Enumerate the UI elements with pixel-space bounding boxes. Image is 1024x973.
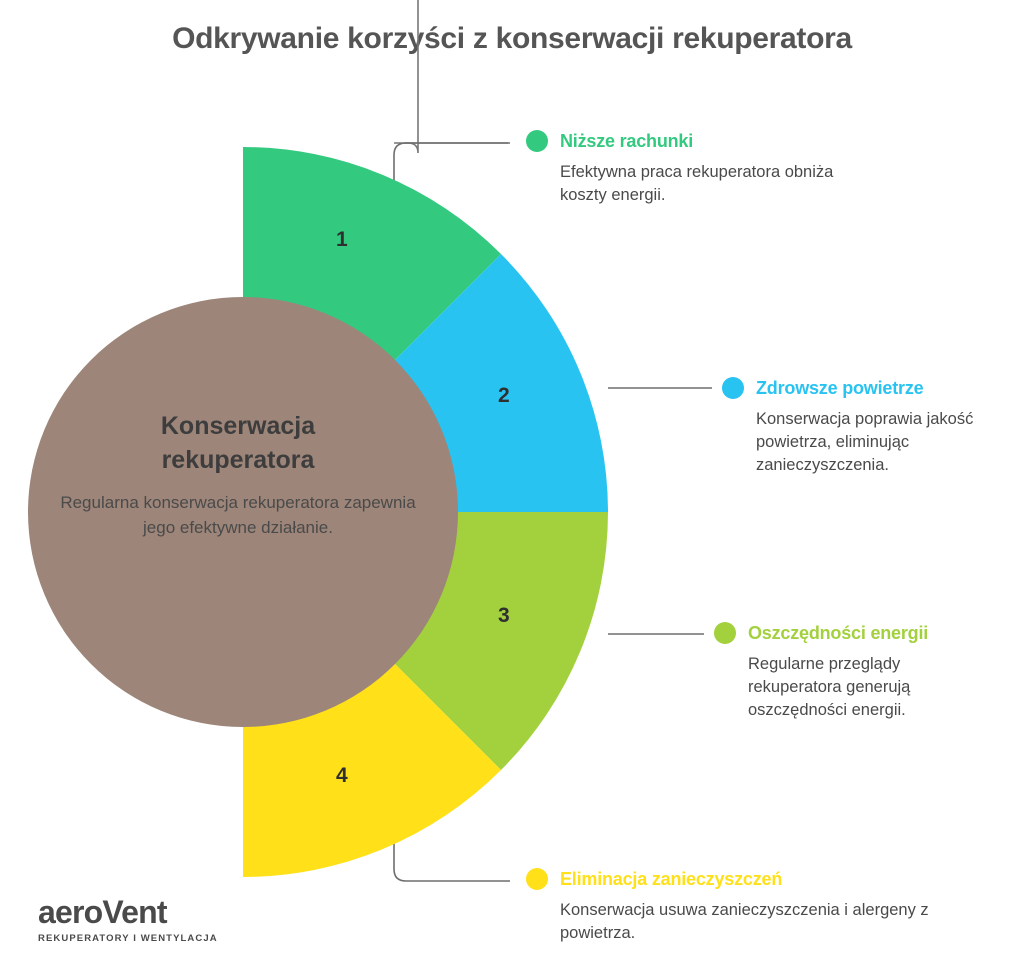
center-description: Regularna konserwacja rekuperatora zapewnia jego efektywne działanie.: [60, 493, 416, 537]
callout-1-dot-icon: [526, 130, 548, 152]
segment-number-4: 4: [336, 764, 348, 787]
callout-3-title: Oszczędności energii: [748, 622, 929, 643]
callout-1-head: [526, 130, 856, 152]
segment-number-3: 3: [498, 604, 510, 627]
center-title-line1: Konserwacja: [160, 412, 316, 440]
connector-1-curve: [394, 143, 510, 186]
callout-3-description: Regularne przeglądy rekuperatora generują oszczędności energii.: [748, 655, 911, 719]
callout-4-title: Eliminacja zanieczyszczeń: [560, 868, 783, 889]
callout-2-description: Konserwacja poprawia jakość powietrza, eliminując zanieczyszczenia.: [756, 410, 974, 474]
callout-2[interactable]: [722, 377, 1024, 476]
callout-3[interactable]: [714, 622, 1024, 721]
callout-2-head: [722, 377, 1024, 399]
callout-3-dot-icon: [714, 622, 736, 644]
segment-number-2: 2: [498, 384, 510, 407]
callout-2-title: Zdrowsze powietrze: [756, 377, 924, 398]
callout-1-title: Niższe rachunki: [560, 130, 694, 151]
callout-4-head: [526, 868, 946, 890]
logo-wordmark: aeroVent: [38, 894, 167, 930]
callout-4[interactable]: [526, 868, 946, 945]
connector-line-1: [394, 0, 418, 153]
callout-2-dot-icon: [722, 377, 744, 399]
logo[interactable]: [38, 896, 218, 944]
callout-1[interactable]: [526, 130, 856, 207]
callout-3-head: [714, 622, 1024, 644]
segment-number-1: 1: [336, 228, 348, 251]
page-title: Odkrywanie korzyści z konserwacji rekuperatora: [172, 22, 852, 55]
callout-4-description: Konserwacja usuwa zanieczyszczenia i alergeny z powietrza.: [560, 901, 929, 942]
center-title-line2: rekuperatora: [161, 445, 315, 474]
callout-4-dot-icon: [526, 868, 548, 890]
callout-1-description: Efektywna praca rekuperatora obniża koszty energii.: [560, 163, 834, 204]
logo-tagline: REKUPERATORY I WENTYLACJA: [38, 933, 218, 944]
center-circle: [28, 297, 458, 727]
